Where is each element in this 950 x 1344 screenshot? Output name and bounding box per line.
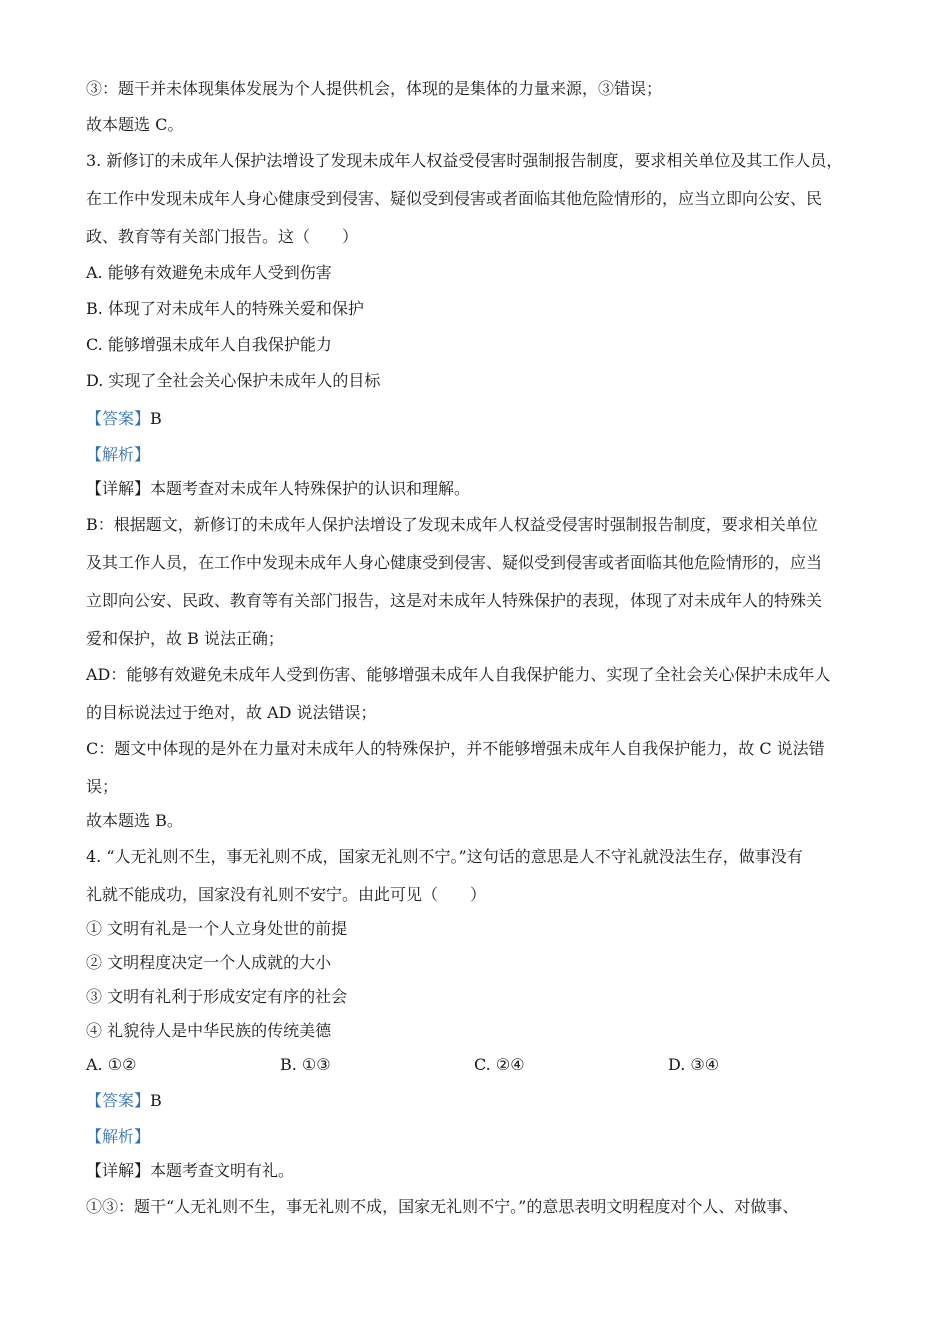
text-line <box>86 408 876 430</box>
text-line: C. 能够增强未成年人自我保护能力 <box>86 335 332 354</box>
text-line: ② 文明程度决定一个人成就的大小 <box>86 953 332 972</box>
question-4-options <box>86 1054 876 1076</box>
text-line: ①③：题干“人无礼则不生，事无礼则不成，国家无礼则不宁。”的意思表明文明程度对个人、对做事、 <box>86 1197 799 1216</box>
text-line: C：题文中体现的是外在力量对未成年人的特殊保护，并不能够增强未成年人自我保护能力，故 C 说法错 <box>86 739 825 758</box>
answer-value: B <box>150 409 162 428</box>
text-line: 的目标说法过于绝对，故 AD 说法错误； <box>86 703 377 722</box>
option-c: C. ②④ <box>474 1055 525 1074</box>
text-line: 爱和保护，故 B 说法正确； <box>86 629 284 648</box>
answer-value: B <box>150 1091 162 1110</box>
text-line: 4. “人无礼则不生，事无礼则不成，国家无礼则不宁。”这句话的意思是人不守礼就没法生存，做事没有 <box>86 847 803 866</box>
text-line: B. 体现了对未成年人的特殊关爱和保护 <box>86 299 364 318</box>
text-line: 3. 新修订的未成年人保护法增设了发现未成年人权益受侵害时强制报告制度，要求相关单位及其工作人员， <box>86 151 843 170</box>
text-line: A. 能够有效避免未成年人受到伤害 <box>86 263 332 282</box>
text-line: ① 文明有礼是一个人立身处世的前提 <box>86 919 348 938</box>
text-line: 在工作中发现未成年人身心健康受到侵害、疑似受到侵害或者面临其他危险情形的，应当立即向公安、民 <box>86 189 823 208</box>
section-marker: 【解析】 <box>86 1127 151 1146</box>
text-line: 【详解】本题考查文明有礼。 <box>86 1161 295 1180</box>
text-line <box>86 1090 876 1112</box>
section-marker: 【答案】 <box>86 409 151 428</box>
text-line: 礼就不能成功，国家没有礼则不安宁。由此可见（ ） <box>86 885 487 904</box>
document-page <box>86 78 876 1218</box>
option-a: A. ①② <box>86 1055 137 1074</box>
text-line: 误； <box>86 777 119 796</box>
text-line: 【详解】本题考查对未成年人特殊保护的认识和理解。 <box>86 479 471 498</box>
text-line: D. 实现了全社会关心保护未成年人的目标 <box>86 371 381 390</box>
option-b: B. ①③ <box>280 1055 331 1074</box>
text-line: 及其工作人员，在工作中发现未成年人身心健康受到侵害、疑似受到侵害或者面临其他危险情形的，应当 <box>86 553 823 572</box>
section-marker: 【解析】 <box>86 445 151 464</box>
text-line: 政、教育等有关部门报告。这（ ） <box>86 227 359 246</box>
text-line: 立即向公安、民政、教育等有关部门报告，这是对未成年人特殊保护的表现，体现了对未成年人的特殊关 <box>86 591 823 610</box>
text-line: AD：能够有效避免未成年人受到伤害、能够增强未成年人自我保护能力、实现了全社会关心保护未成年人 <box>86 665 831 684</box>
text-line: 故本题选 C。 <box>86 115 184 134</box>
section-marker: 【答案】 <box>86 1091 151 1110</box>
text-line: 故本题选 B。 <box>86 811 183 830</box>
text-line: ③：题干并未体现集体发展为个人提供机会，体现的是集体的力量来源，③错误； <box>86 79 663 98</box>
text-line: B：根据题文，新修订的未成年人保护法增设了发现未成年人权益受侵害时强制报告制度，要求相关单位 <box>86 515 818 534</box>
text-line: ④ 礼貌待人是中华民族的传统美德 <box>86 1021 332 1040</box>
text-line: ③ 文明有礼利于形成安定有序的社会 <box>86 987 348 1006</box>
text-line <box>86 444 876 466</box>
text-line <box>86 1126 876 1148</box>
option-d: D. ③④ <box>668 1055 720 1074</box>
